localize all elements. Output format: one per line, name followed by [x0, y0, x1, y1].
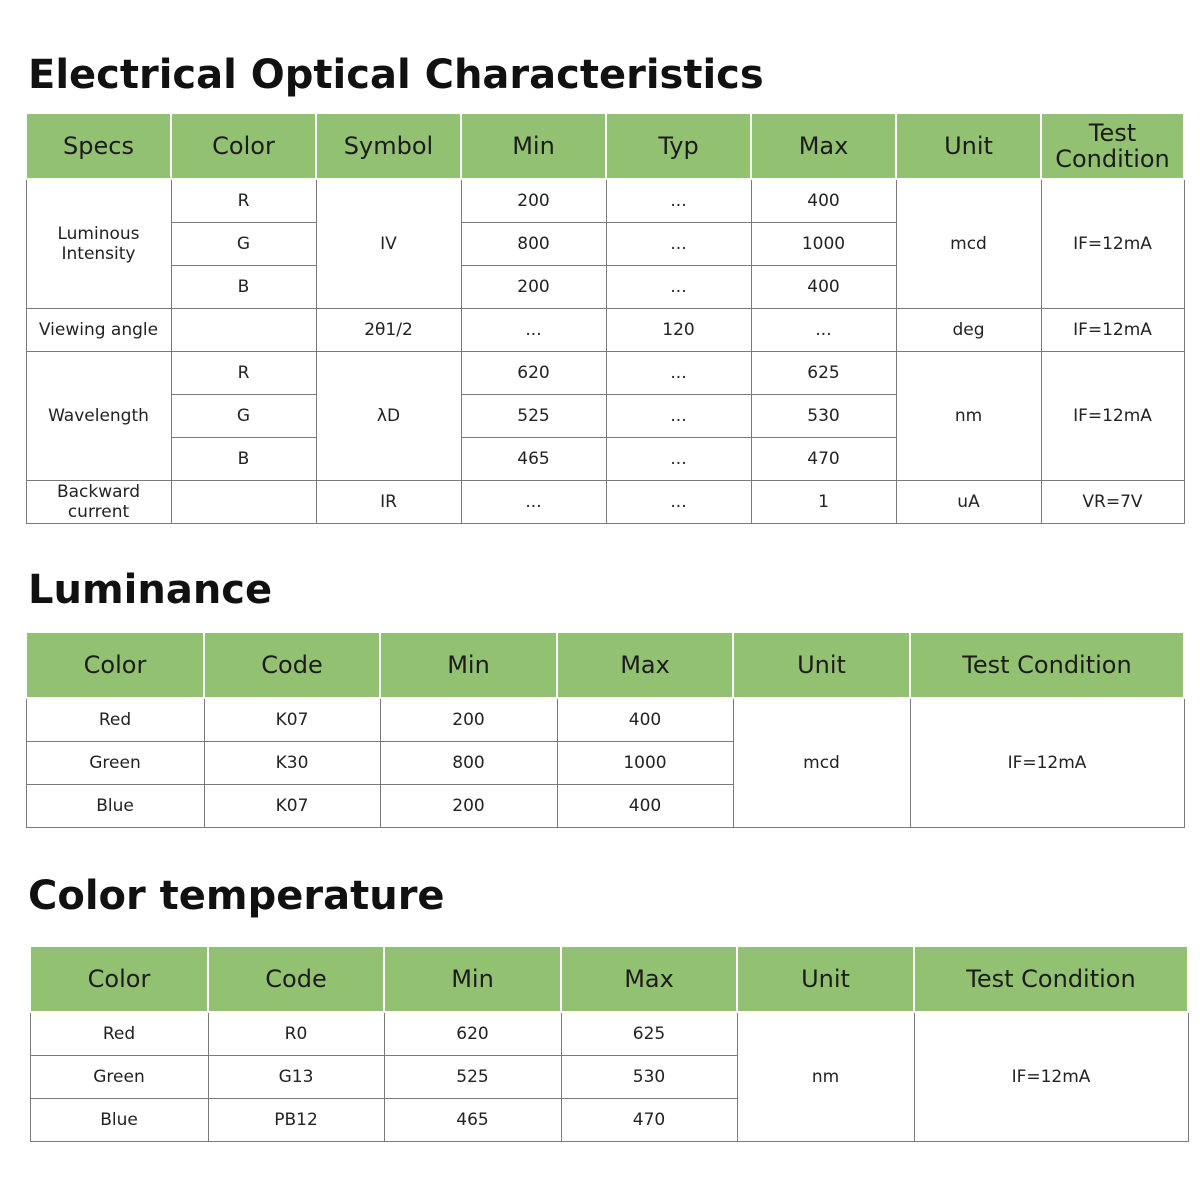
table-row [26, 698, 1184, 742]
header-code: Code [208, 946, 384, 1012]
header-unit: Unit [733, 632, 910, 698]
cell-max: 400 [751, 266, 896, 309]
cell-max: 1 [751, 481, 896, 524]
table-row [26, 481, 1184, 524]
header-color: Color [26, 632, 204, 698]
cell-color: Red [26, 698, 204, 742]
backward-test: VR=7V [1041, 481, 1184, 524]
color-temperature-unit: nm [737, 1012, 914, 1142]
cell-color-empty [171, 309, 316, 352]
backward-label-line2: current [67, 502, 130, 522]
luminous-label [26, 179, 171, 309]
cell-max: 530 [751, 395, 896, 438]
header-specs: Specs [26, 113, 171, 179]
cell-min: 620 [461, 352, 606, 395]
cell-color: Blue [30, 1099, 208, 1142]
viewing-test: IF=12mA [1041, 309, 1184, 352]
header-color: Color [171, 113, 316, 179]
viewing-unit: deg [896, 309, 1041, 352]
luminous-label-line2: Intensity [61, 244, 136, 264]
luminous-test: IF=12mA [1041, 179, 1184, 309]
header-max: Max [751, 113, 896, 179]
cell-max: 625 [751, 352, 896, 395]
cell-code: K07 [204, 785, 380, 828]
cell-code: G13 [208, 1056, 384, 1099]
cell-typ: 120 [606, 309, 751, 352]
backward-symbol: IR [316, 481, 461, 524]
cell-min: 200 [461, 266, 606, 309]
cell-min: 800 [380, 742, 557, 785]
electrical-section-title: Electrical Optical Characteristics [28, 52, 764, 98]
cell-min: 465 [384, 1099, 561, 1142]
luminance-table [25, 631, 1185, 828]
header-test-condition: Test Condition [914, 946, 1188, 1012]
table-header-row [30, 946, 1188, 1012]
cell-max: 400 [557, 785, 733, 828]
color-temperature-test: IF=12mA [914, 1012, 1188, 1142]
cell-color: G [171, 223, 316, 266]
cell-color: R [171, 179, 316, 223]
cell-min: 200 [380, 785, 557, 828]
wavelength-label: Wavelength [26, 352, 171, 481]
cell-max: 530 [561, 1056, 737, 1099]
cell-max: ... [751, 309, 896, 352]
wavelength-test: IF=12mA [1041, 352, 1184, 481]
header-max: Max [561, 946, 737, 1012]
viewing-symbol: 2θ1/2 [316, 309, 461, 352]
cell-color: Green [26, 742, 204, 785]
header-typ: Typ [606, 113, 751, 179]
header-min: Min [461, 113, 606, 179]
backward-label [26, 481, 171, 524]
viewing-label: Viewing angle [26, 309, 171, 352]
luminance-unit: mcd [733, 698, 910, 828]
header-symbol: Symbol [316, 113, 461, 179]
cell-typ: ... [606, 481, 751, 524]
cell-color: B [171, 438, 316, 481]
table-row [26, 352, 1184, 395]
cell-code: R0 [208, 1012, 384, 1056]
cell-max: 1000 [751, 223, 896, 266]
cell-min: 465 [461, 438, 606, 481]
header-code: Code [204, 632, 380, 698]
header-test-condition [1041, 113, 1184, 179]
wavelength-unit: nm [896, 352, 1041, 481]
table-row [26, 309, 1184, 352]
color-temperature-table [29, 945, 1189, 1142]
cell-color: R [171, 352, 316, 395]
cell-color: Blue [26, 785, 204, 828]
cell-color-empty [171, 481, 316, 524]
luminous-symbol: IV [316, 179, 461, 309]
cell-typ: ... [606, 438, 751, 481]
luminance-test: IF=12mA [910, 698, 1184, 828]
cell-min: 525 [461, 395, 606, 438]
cell-color: B [171, 266, 316, 309]
header-min: Min [380, 632, 557, 698]
header-color: Color [30, 946, 208, 1012]
cell-color: G [171, 395, 316, 438]
cell-max: 1000 [557, 742, 733, 785]
cell-typ: ... [606, 266, 751, 309]
cell-max: 400 [557, 698, 733, 742]
header-min: Min [384, 946, 561, 1012]
cell-min: 620 [384, 1012, 561, 1056]
cell-typ: ... [606, 179, 751, 223]
cell-min: 200 [461, 179, 606, 223]
luminous-label-line1: Luminous [57, 224, 140, 244]
cell-max: 470 [751, 438, 896, 481]
cell-max: 470 [561, 1099, 737, 1142]
backward-label-line1: Backward [56, 482, 141, 502]
cell-code: K07 [204, 698, 380, 742]
cell-typ: ... [606, 395, 751, 438]
cell-color: Green [30, 1056, 208, 1099]
header-max: Max [557, 632, 733, 698]
cell-typ: ... [606, 352, 751, 395]
cell-min: 800 [461, 223, 606, 266]
cell-min: ... [461, 481, 606, 524]
header-unit: Unit [737, 946, 914, 1012]
header-test-condition: Test Condition [910, 632, 1184, 698]
cell-typ: ... [606, 223, 751, 266]
cell-min: 200 [380, 698, 557, 742]
cell-min: ... [461, 309, 606, 352]
table-row [26, 179, 1184, 223]
backward-unit: uA [896, 481, 1041, 524]
header-unit: Unit [896, 113, 1041, 179]
cell-code: PB12 [208, 1099, 384, 1142]
wavelength-symbol: λD [316, 352, 461, 481]
cell-max: 400 [751, 179, 896, 223]
cell-color: Red [30, 1012, 208, 1056]
cell-code: K30 [204, 742, 380, 785]
table-row [30, 1012, 1188, 1056]
cell-max: 625 [561, 1012, 737, 1056]
luminous-unit: mcd [896, 179, 1041, 309]
header-test-line1: Test [1088, 119, 1137, 147]
header-test-line2: Condition [1055, 145, 1170, 173]
table-header-row [26, 632, 1184, 698]
color-temperature-section-title: Color temperature [28, 873, 445, 919]
electrical-table [25, 112, 1185, 524]
luminance-section-title: Luminance [28, 567, 273, 613]
table-header-row [26, 113, 1184, 179]
cell-min: 525 [384, 1056, 561, 1099]
